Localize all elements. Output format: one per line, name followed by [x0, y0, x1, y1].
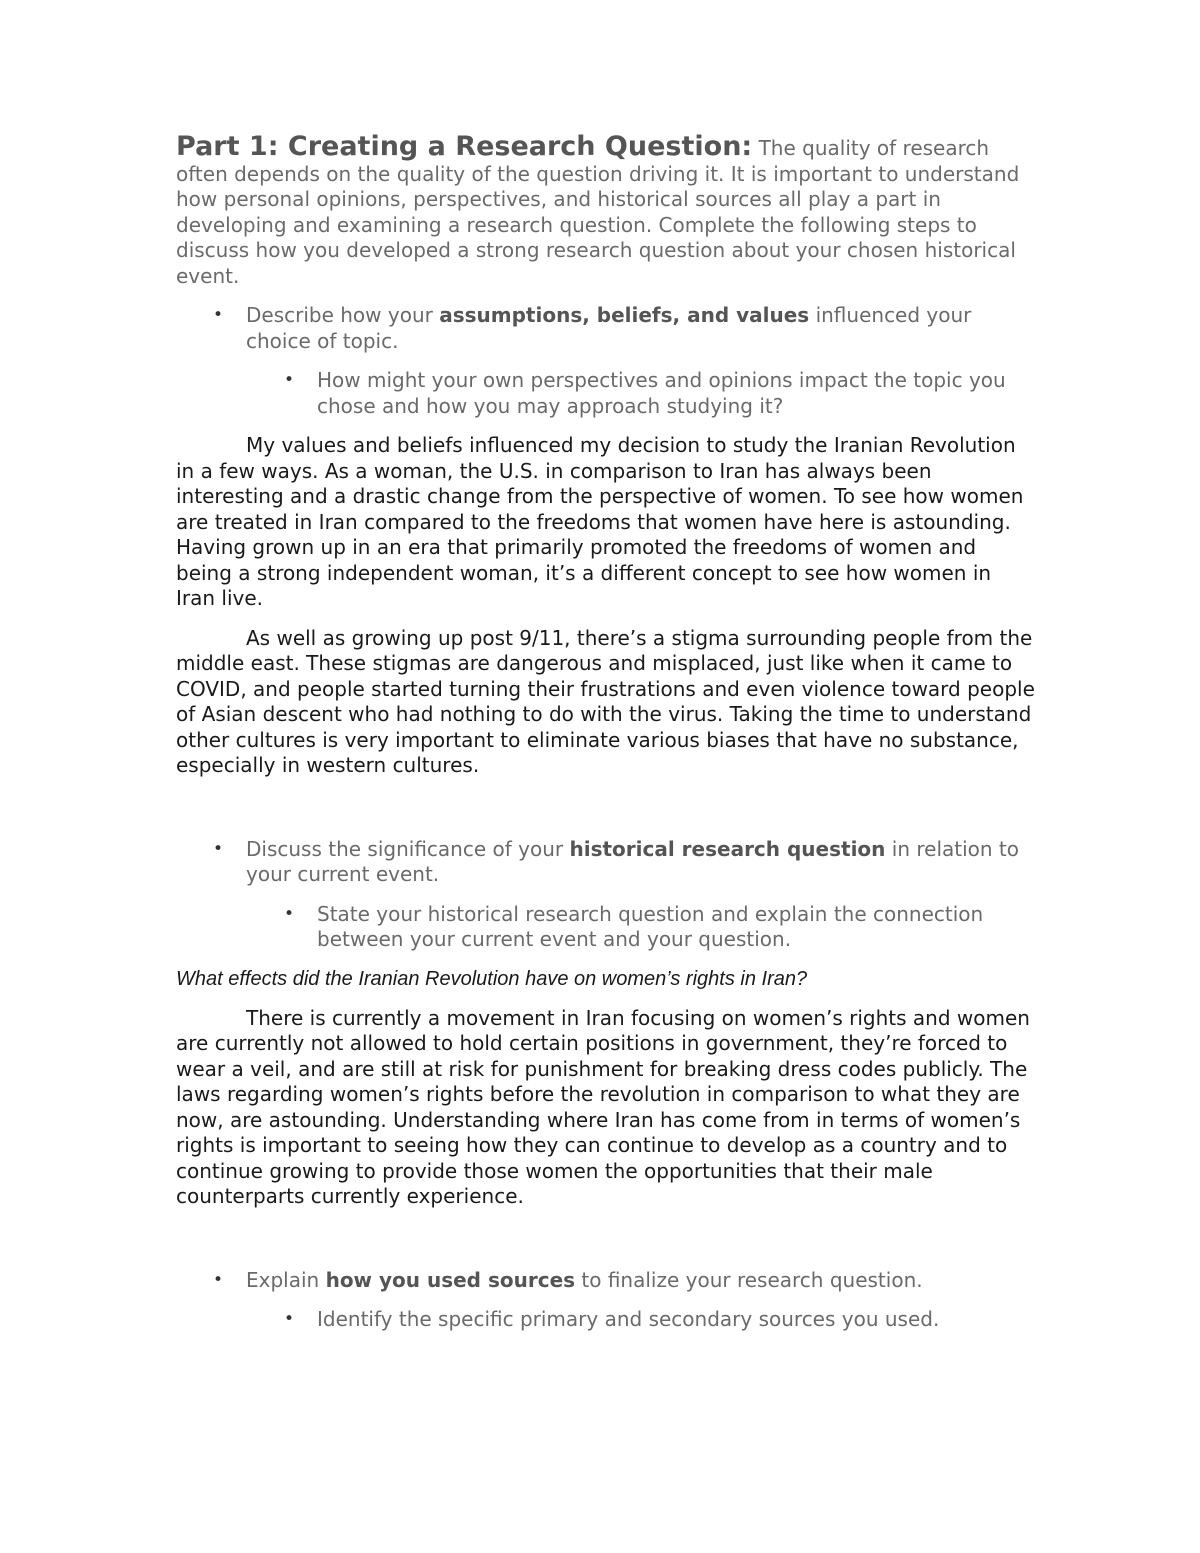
- sub-bullet-perspectives: [176, 368, 1036, 419]
- bullet-icon: •: [284, 1309, 295, 1329]
- bullet-historical-question: [176, 837, 1036, 888]
- sub-bullet-identify-sources: [176, 1307, 1036, 1333]
- intro-text: The quality of research often depends on the quality of the question driving it. It is important to understand how personal opinions, perspectives, and historical sources all play a part in developing and examining a research question. Complete the following steps to discuss how you developed a strong research question about your chosen historical event.: [176, 136, 1020, 288]
- bullet-bold-text: how you used sources: [325, 1267, 576, 1292]
- bullet-text: influenced your choice of topic.: [246, 303, 972, 353]
- document-page: [176, 131, 1036, 1347]
- bullet-assumptions: [176, 303, 1036, 354]
- spacer: [176, 1224, 1036, 1268]
- answer-paragraph: My values and beliefs influenced my decision to study the Iranian Revolution in a few ways. As a woman, the U.S. in comparison to Iran has always been interesting and a drastic change from the perspective of women. To see how women are treated in Iran compared to the freedoms that women have here is astounding. Having grown up in an era that primarily promoted the freedoms of women and being a strong independent woman, it’s a different concept to see how women in Iran live.: [176, 433, 1024, 610]
- answer-paragraph: There is currently a movement in Iran focusing on women’s rights and women are currently not allowed to hold certain positions in government, they’re forced to wear a veil, and are still at risk for punishment for breaking dress codes publicly. The laws regarding women’s rights before the revolution in comparison to what they are now, are astounding. Understanding where Iran has come from in terms of women’s rights is important to seeing how they can continue to develop as a country and to continue growing to provide those women the opportunities that their male counterparts currently experience.: [176, 1005, 1030, 1208]
- part-heading: Part 1: Creating a Research Question:: [176, 131, 753, 162]
- bullet-sources: [176, 1268, 1036, 1294]
- bullet-text: to finalize your research question.: [575, 1267, 923, 1292]
- sub-bullet-state-question: [176, 902, 1036, 953]
- bullet-text: Explain: [246, 1267, 326, 1292]
- bullet-text: Discuss the significance of your: [246, 836, 570, 861]
- sub-bullet-text: State your historical research question and explain the connection between your current event and your question.: [317, 901, 984, 951]
- spacer: [176, 793, 1036, 837]
- research-question: What effects did the Iranian Revolution have on women’s rights in Iran?: [176, 967, 808, 990]
- bullet-icon: •: [284, 370, 295, 390]
- intro-paragraph: [176, 131, 1036, 289]
- bullet-icon: •: [213, 1269, 224, 1290]
- bullet-bold-text: historical research question: [569, 836, 886, 861]
- bullet-text: Describe how your: [246, 303, 440, 327]
- bullet-text: in relation to your current event.: [246, 836, 1019, 886]
- bullet-bold-text: assumptions, beliefs, and values: [439, 303, 810, 327]
- bullet-icon: •: [213, 305, 224, 325]
- sub-bullet-text: How might your own perspectives and opinions impact the topic you chose and how you may approach studying it?: [317, 368, 1006, 418]
- sub-bullet-text: Identify the specific primary and secondary sources you used.: [317, 1307, 940, 1331]
- bullet-icon: •: [284, 903, 295, 924]
- answer-paragraph: As well as growing up post 9/11, there’s a stigma surrounding people from the middle east. These stigmas are dangerous and misplaced, just like when it came to COVID, and people started turning their frustrations and even violence toward people of Asian descent who had nothing to do with the virus. Taking the time to understand other cultures is very important to eliminate various biases that have no substance, especially in western cultures.: [176, 625, 1035, 777]
- bullet-icon: •: [213, 838, 224, 859]
